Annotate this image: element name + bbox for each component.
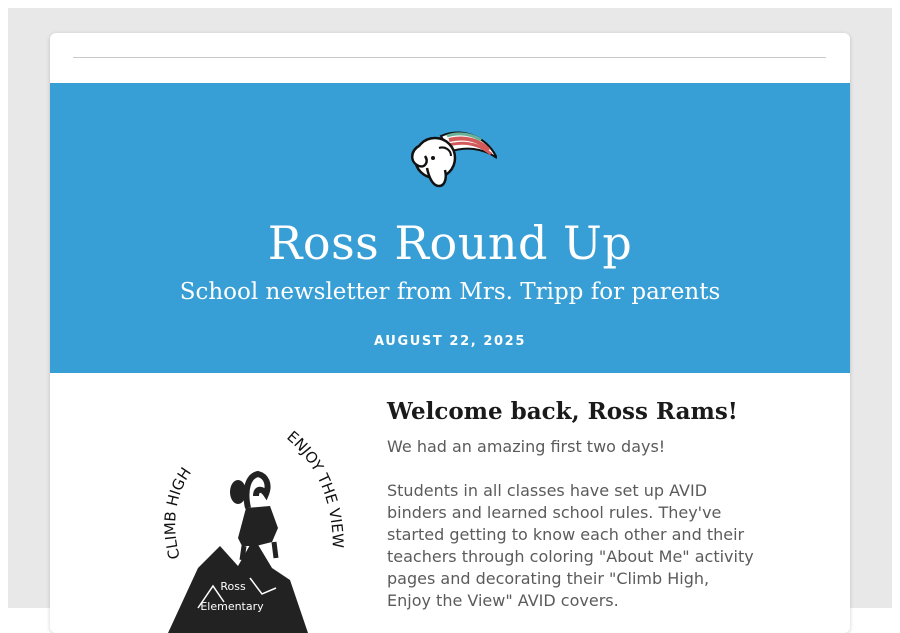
svg-text:CLIMB HIGH: [161, 464, 195, 561]
article-heading: Welcome back, Ross Rams!: [387, 398, 738, 425]
page-background: [8, 8, 892, 613]
svg-text:ENJOY THE VIEW: [283, 427, 346, 548]
newsletter-date: AUGUST 22, 2025: [374, 334, 526, 349]
newsletter-card: [50, 33, 850, 633]
newsletter-title: Ross Round Up: [267, 216, 633, 270]
article-paragraph-1: We had an amazing first two days!: [387, 437, 666, 456]
ram-mascot-icon: [405, 128, 497, 190]
article-paragraph-2: Students in all classes have set up AVID binders and learned school rules. They've started getting to know each other and their teachers through coloring "About Me" activity pages and decorating their "Climb High, Enjoy the View" AVID covers.: [387, 481, 754, 610]
newsletter-subtitle: School newsletter from Mrs. Tripp for parents: [179, 279, 721, 305]
article-body: [387, 436, 757, 633]
header-banner: [50, 83, 850, 373]
artwork-arc-left: CLIMB HIGH: [161, 464, 195, 562]
ram-on-mountain-icon: [158, 418, 348, 633]
divider: [73, 57, 826, 58]
artwork-school-line1: Ross: [220, 580, 246, 593]
artwork-school-line2: Elementary: [200, 600, 264, 613]
artwork-arc-right: ENJOY THE VIEW: [283, 427, 347, 549]
